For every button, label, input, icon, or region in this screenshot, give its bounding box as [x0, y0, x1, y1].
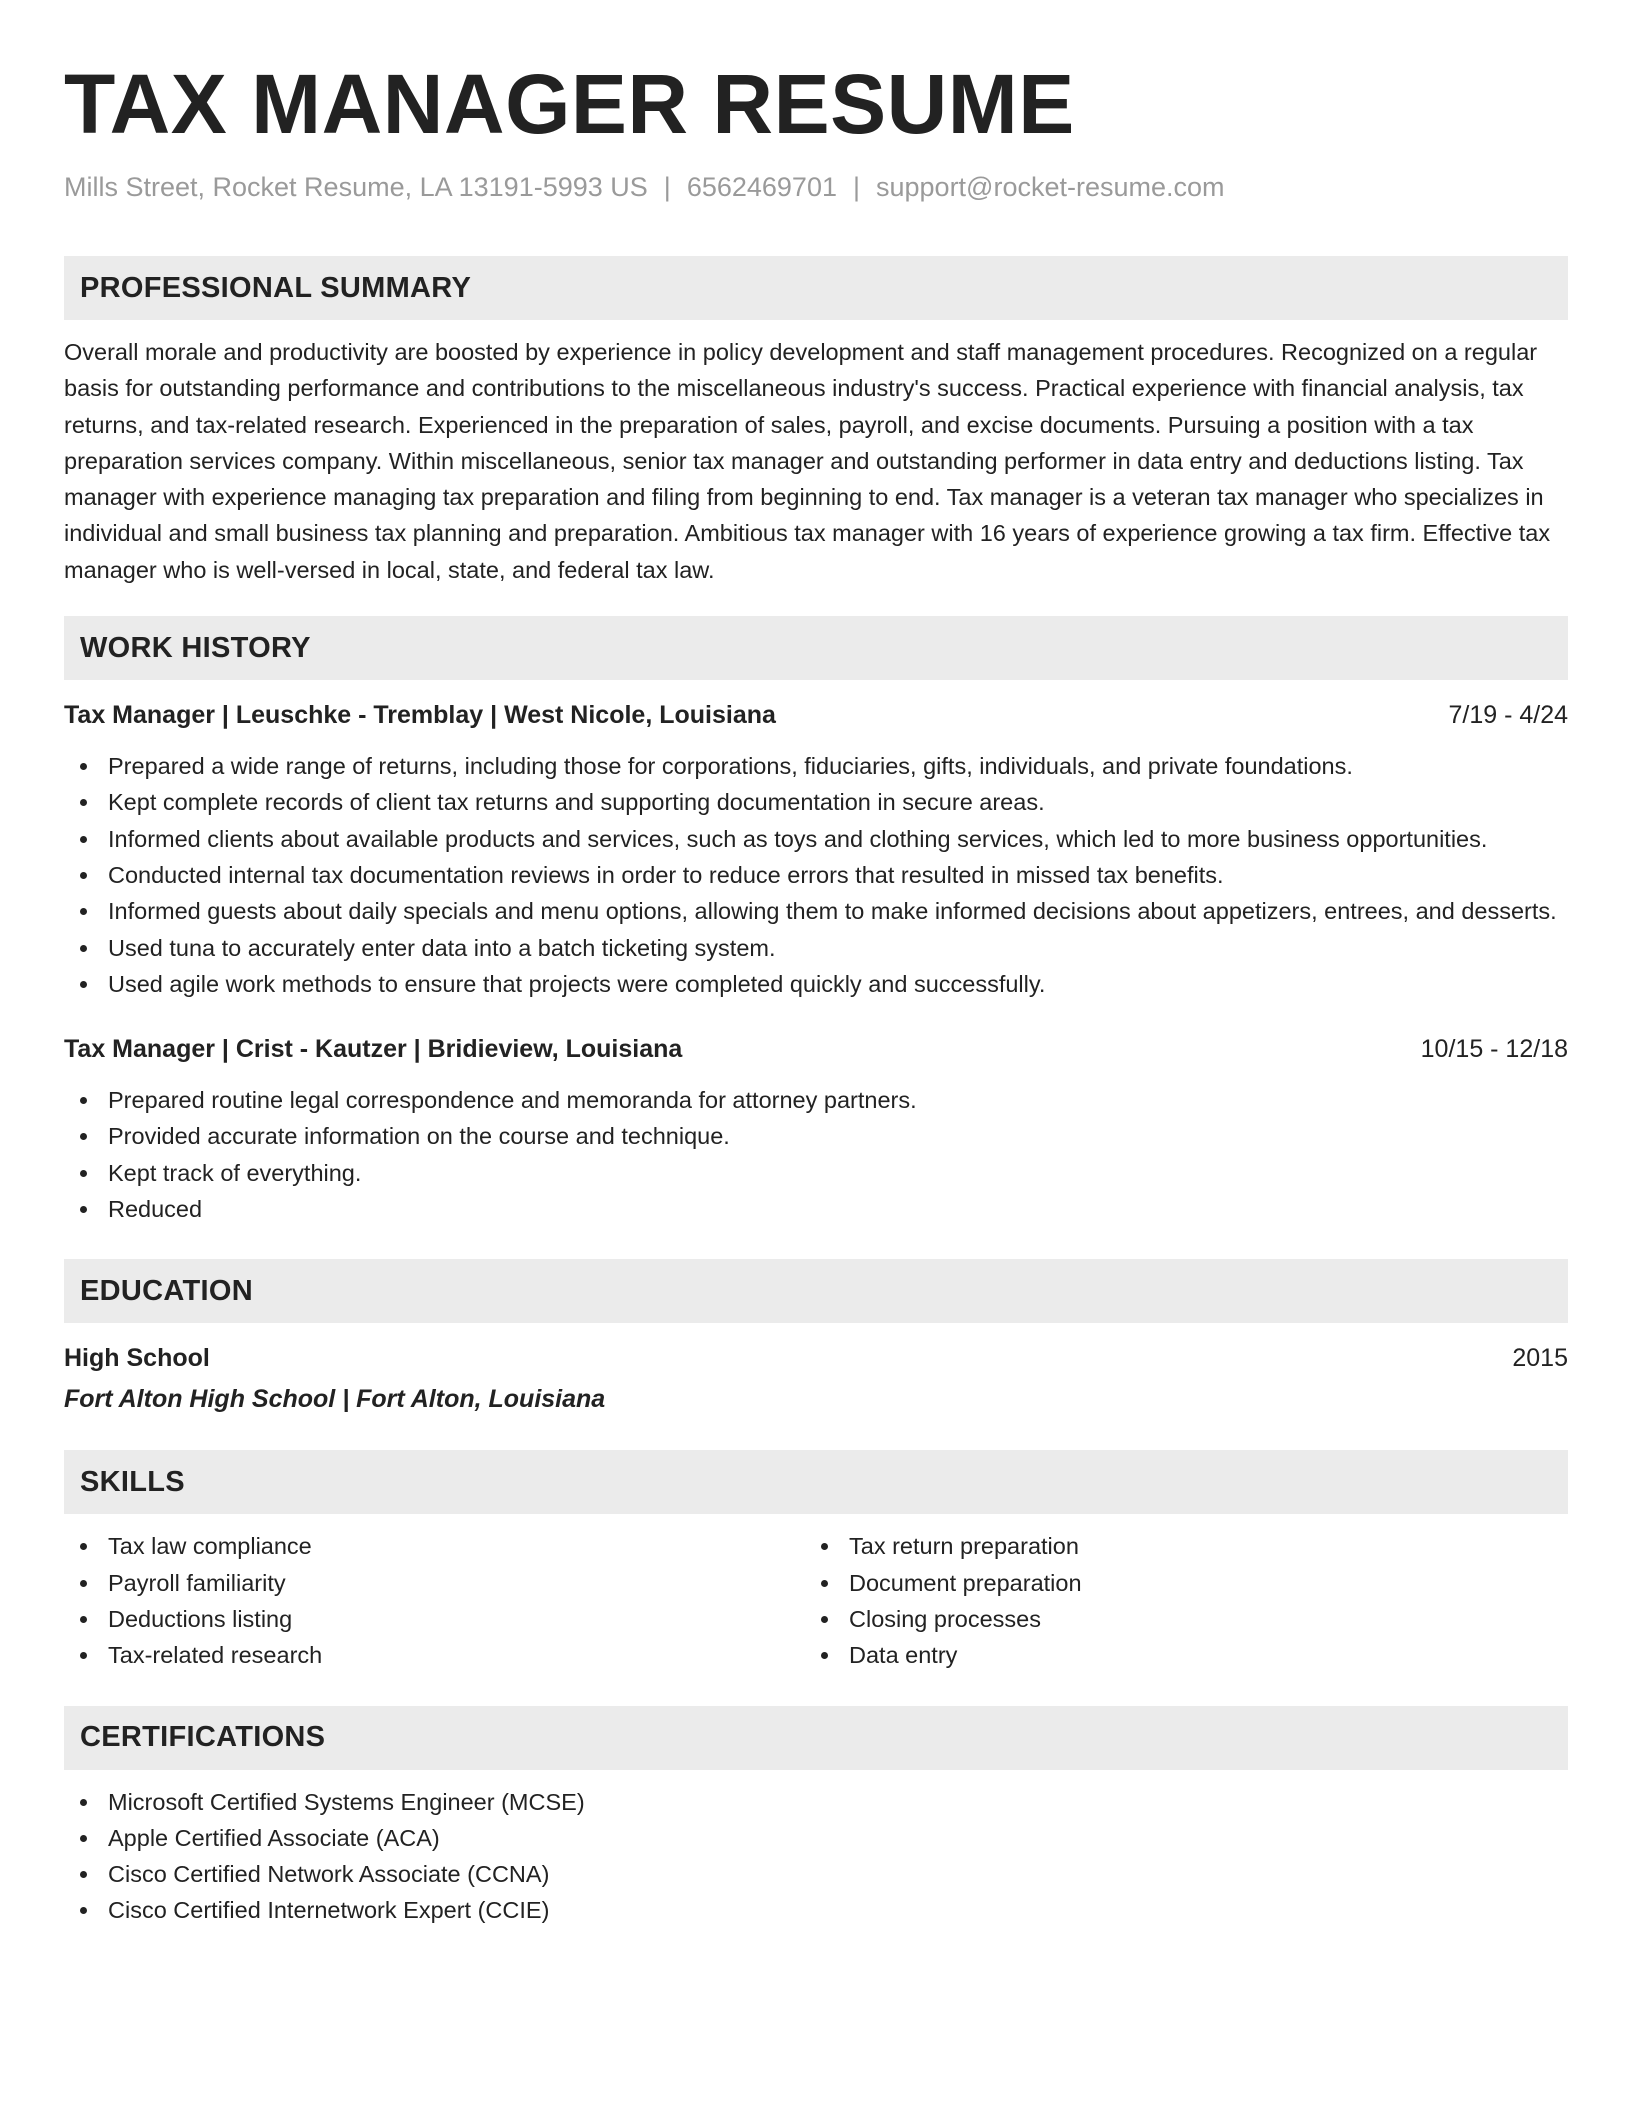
contact-email: support@rocket-resume.com — [876, 172, 1225, 202]
work-history-heading: WORK HISTORY — [64, 616, 1568, 680]
list-item — [64, 784, 1568, 820]
bullet-icon — [80, 1206, 87, 1213]
list-item — [64, 893, 1568, 929]
bullet-icon — [80, 1097, 87, 1104]
certifications-heading: CERTIFICATIONS — [64, 1706, 1568, 1770]
list-item — [64, 1856, 1568, 1892]
education-year: 2015 — [1512, 1344, 1568, 1373]
skill-text: Payroll familiarity — [108, 1569, 286, 1596]
contact-phone: 6562469701 — [686, 172, 837, 202]
list-item — [64, 1118, 1568, 1154]
bullet-text: Used tuna to accurately enter data into a batch ticketing system. — [108, 934, 776, 961]
bullet-icon — [80, 1835, 87, 1842]
contact-address: Mills Street, Rocket Resume, LA 13191-5993 US — [64, 172, 648, 202]
bullet-icon — [80, 1907, 87, 1914]
bullet-icon — [80, 1580, 87, 1587]
bullet-icon — [80, 1799, 87, 1806]
education-header — [64, 1341, 1568, 1375]
bullet-text: Prepared a wide range of returns, including those for corporations, fiduciaries, gifts, individuals, and private foundations. — [108, 753, 1353, 780]
bullet-icon — [80, 1170, 87, 1177]
list-item — [64, 1784, 1568, 1820]
skill-text: Tax return preparation — [849, 1533, 1079, 1560]
bullet-text: Kept track of everything. — [108, 1159, 362, 1186]
list-item — [64, 1820, 1568, 1856]
summary-heading: PROFESSIONAL SUMMARY — [64, 256, 1568, 320]
list-item — [64, 1637, 805, 1673]
list-item — [64, 1892, 1568, 1928]
skill-text: Tax-related research — [108, 1642, 323, 1669]
list-item — [64, 930, 1568, 966]
bullet-icon — [80, 1616, 87, 1623]
job-dates: 10/15 - 12/18 — [1420, 1035, 1568, 1064]
list-item — [64, 821, 1568, 857]
skills-heading: SKILLS — [64, 1450, 1568, 1514]
list-item — [805, 1637, 1546, 1673]
job-bullet-list — [64, 1082, 1568, 1227]
skills-column-right — [805, 1528, 1546, 1673]
summary-text: Overall morale and productivity are boosted by experience in policy development and staff management procedures. Recognized on a regular basis for outstanding performance and contributions to the miscellaneous industry's success. Practical experience with financial analysis, tax returns, and tax-related research. Experienced in the preparation of sales, payroll, and excise documents. Pursuing a position with a tax preparation services company. Within miscellaneous, senior tax manager and outstanding performer in data entry and deductions listing. Tax manager with experience managing tax preparation and filing from beginning to end. Tax manager is a veteran tax manager who specializes in individual and small business tax planning and preparation. Ambitious tax manager with 16 years of experience growing a tax firm. Effective tax manager who is well-versed in local, state, and federal tax law. — [64, 339, 1551, 583]
list-item — [64, 1565, 805, 1601]
list-item — [64, 1155, 1568, 1191]
bullet-icon — [80, 981, 87, 988]
certification-text: Cisco Certified Network Associate (CCNA) — [108, 1861, 550, 1888]
bullet-icon — [80, 908, 87, 915]
job-title: Tax Manager | Crist - Kautzer | Bridieview, Louisiana — [64, 1035, 683, 1064]
bullet-icon — [821, 1580, 828, 1587]
skill-text: Document preparation — [849, 1569, 1082, 1596]
bullet-icon — [80, 945, 87, 952]
resume-title: TAX MANAGER RESUME — [64, 57, 1075, 151]
bullet-icon — [80, 872, 87, 879]
list-item — [64, 966, 1568, 1002]
bullet-text: Reduced — [108, 1196, 203, 1223]
education-school: Fort Alton High School | Fort Alton, Louisiana — [64, 1385, 606, 1414]
bullet-text: Kept complete records of client tax returns and supporting documentation in secure areas. — [108, 789, 1045, 816]
list-item — [805, 1601, 1546, 1637]
bullet-text: Informed clients about available products and services, such as toys and clothing services, which led to more business opportunities. — [108, 825, 1488, 852]
bullet-text: Informed guests about daily specials and menu options, allowing them to make informed decisions about appetizers, entrees, and desserts. — [108, 898, 1557, 925]
contact-separator: | — [663, 172, 671, 202]
job-header — [64, 698, 1568, 732]
job-bullet-list — [64, 748, 1568, 1002]
bullet-text: Prepared routine legal correspondence and memoranda for attorney partners. — [108, 1087, 917, 1114]
bullet-icon — [80, 836, 87, 843]
list-item — [64, 1191, 1568, 1227]
contact-line — [64, 170, 1568, 204]
certification-text: Microsoft Certified Systems Engineer (MCSE) — [108, 1788, 585, 1815]
bullet-icon — [80, 799, 87, 806]
skills-grid — [64, 1528, 1568, 1673]
list-item — [805, 1528, 1546, 1564]
job-header — [64, 1032, 1568, 1066]
bullet-icon — [821, 1652, 828, 1659]
skill-text: Tax law compliance — [108, 1533, 312, 1560]
certifications-list — [64, 1784, 1568, 1929]
education-heading: EDUCATION — [64, 1259, 1568, 1323]
certification-text: Apple Certified Associate (ACA) — [108, 1824, 440, 1851]
bullet-icon — [821, 1543, 828, 1550]
list-item — [805, 1565, 1546, 1601]
bullet-icon — [80, 1871, 87, 1878]
job-title: Tax Manager | Leuschke - Tremblay | West Nicole, Louisiana — [64, 701, 776, 730]
bullet-text: Provided accurate information on the course and technique. — [108, 1123, 730, 1150]
bullet-text: Conducted internal tax documentation reviews in order to reduce errors that resulted in missed tax benefits. — [108, 861, 1224, 888]
bullet-icon — [80, 1652, 87, 1659]
skills-column-left — [64, 1528, 805, 1673]
contact-separator: | — [852, 172, 860, 202]
certification-text: Cisco Certified Internetwork Expert (CCIE) — [108, 1897, 550, 1924]
list-item — [64, 857, 1568, 893]
bullet-icon — [821, 1616, 828, 1623]
skill-text: Data entry — [849, 1642, 958, 1669]
bullet-icon — [80, 763, 87, 770]
bullet-icon — [80, 1133, 87, 1140]
bullet-icon — [80, 1543, 87, 1550]
job-dates: 7/19 - 4/24 — [1448, 701, 1568, 730]
list-item — [64, 748, 1568, 784]
skill-text: Deductions listing — [108, 1605, 293, 1632]
bullet-text: Used agile work methods to ensure that projects were completed quickly and successfully. — [108, 970, 1046, 997]
skill-text: Closing processes — [849, 1605, 1042, 1632]
list-item — [64, 1082, 1568, 1118]
education-degree: High School — [64, 1344, 210, 1373]
list-item — [64, 1601, 805, 1637]
list-item — [64, 1528, 805, 1564]
